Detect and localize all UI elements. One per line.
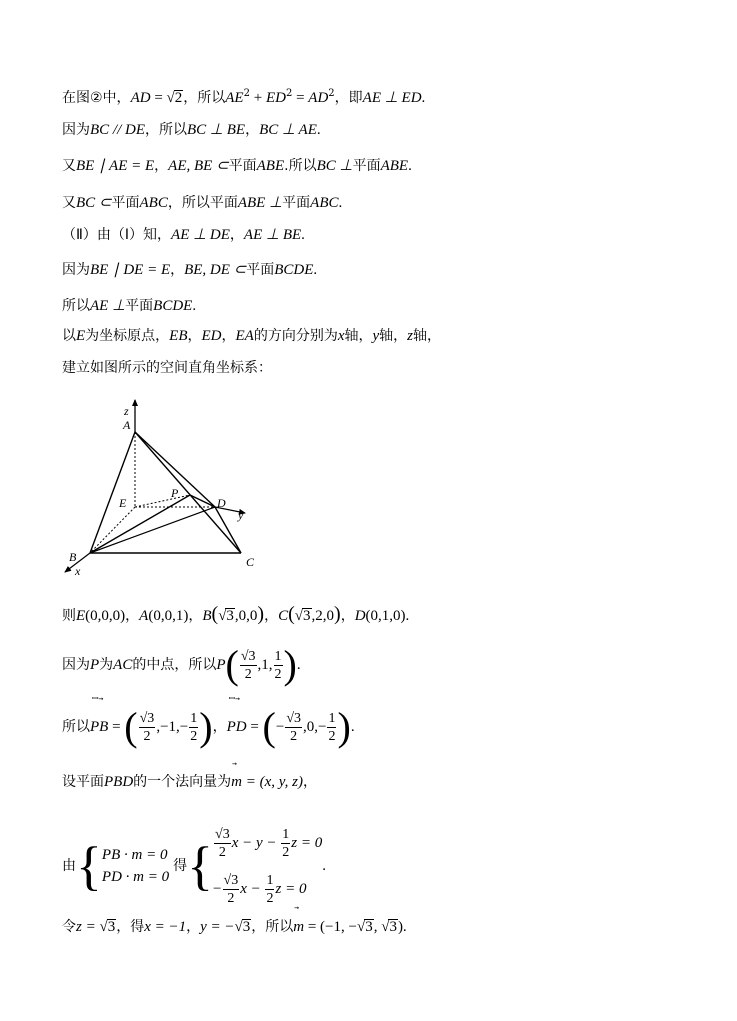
edge-EB-hidden: [90, 507, 135, 553]
normal-vector-m: → m: [293, 903, 305, 935]
label-E: E: [119, 496, 127, 510]
fraction: $\frac{√3}{2}$: [286, 710, 302, 744]
line-15: 令z = √3，得x = −1，y = −√3，所以 → m = (−1, −√3, √3).: [62, 914, 407, 940]
edge-AC: [135, 432, 241, 553]
line-6: 因为BE ∣ DE = E，BE, DE ⊂平面BCDE.: [62, 262, 318, 278]
edge-AB: [90, 432, 135, 553]
line-9: 建立如图所示的空间直角坐标系：: [62, 360, 272, 376]
line-11: 因为P为AC的中点，所以P( $\frac{√3}{2}$ ,1, $\frac{1}{2}$ ).: [62, 642, 301, 687]
vector-PB: ꟷ→ PB: [90, 694, 109, 735]
label-y: y: [238, 508, 244, 522]
fraction: $\frac{√3}{2}$: [240, 648, 256, 682]
line-10: 则E(0,0,0)，A(0,0,1)，B(√3,0,0)，C(√3,2,0)，D(0,1,0).: [62, 603, 410, 625]
vector-PD: ꟷ→ PD: [226, 694, 247, 735]
line-12: 所以 ꟷ→ PB = ( $\frac{√3}{2}$ ,−1,− $\frac{1}{2}$ )， ꟷ→ PD = (− $\frac{√3}{2}$ ,0,− $\frac{1}{2}$ ).: [62, 694, 355, 749]
line-2: 因为BC // DE，所以BC ⊥ BE，BC ⊥ AE.: [62, 122, 321, 138]
line-1: 在图②中，AD = √2，所以$AE^2 + ED^2 = AD^2$，即AE ⊥ ED.: [62, 88, 426, 106]
line-14: 由{ PB · m = 0 PD · m = 0 得{ $\frac{√3}{2}$ x − y − $\frac{1}{2}$ z = 0 − $\frac{√3}{2}$ x − $\frac{1}{2}$ z = 0 .: [62, 820, 326, 900]
label-z: z: [124, 404, 129, 418]
label-C: C: [246, 555, 255, 569]
edge-PD: [190, 495, 215, 507]
line-5: （Ⅱ）由（Ⅰ）知，AE ⊥ DE，AE ⊥ BE.: [62, 227, 305, 243]
label-A: A: [123, 418, 131, 432]
fraction: $\frac{√3}{2}$: [139, 710, 155, 744]
label-x: x: [75, 564, 81, 578]
label-P: P: [171, 486, 179, 500]
normal-vector-m: → m: [231, 759, 243, 790]
equation-system: $\frac{√3}{2}$ x − y − $\frac{1}{2}$ z = 0 − $\frac{√3}{2}$ x − $\frac{1}{2}$ z = 0: [213, 826, 323, 906]
fraction: $\frac{1}{2}$: [190, 710, 198, 744]
line-13: 设平面PBD的一个法向量为 → m = (x, y, z)，: [62, 770, 317, 794]
edge-BP: [90, 495, 190, 553]
fraction: $\frac{1}{2}$: [328, 710, 336, 744]
edge-EP-hidden: [135, 495, 190, 507]
line-8: 以E为坐标原点，EB，ED，EA的方向分别为x轴，y轴，z轴，: [62, 328, 442, 344]
line-4: 又BC ⊂平面ABC，所以平面ABE ⊥平面ABC.: [62, 195, 343, 211]
line-7: 所以AE ⊥平面BCDE.: [62, 298, 197, 314]
label-D: D: [217, 496, 226, 510]
fraction: $\frac{1}{2}$: [274, 648, 282, 682]
condition-system: PB · m = 0 PD · m = 0: [101, 847, 170, 885]
line-3: 又BE ∣ AE = E，AE, BE ⊂平面ABE.所以BC ⊥平面ABE.: [62, 158, 412, 174]
coordinate-figure: [55, 395, 265, 580]
edge-BD: [90, 507, 215, 553]
label-B: B: [69, 550, 77, 564]
